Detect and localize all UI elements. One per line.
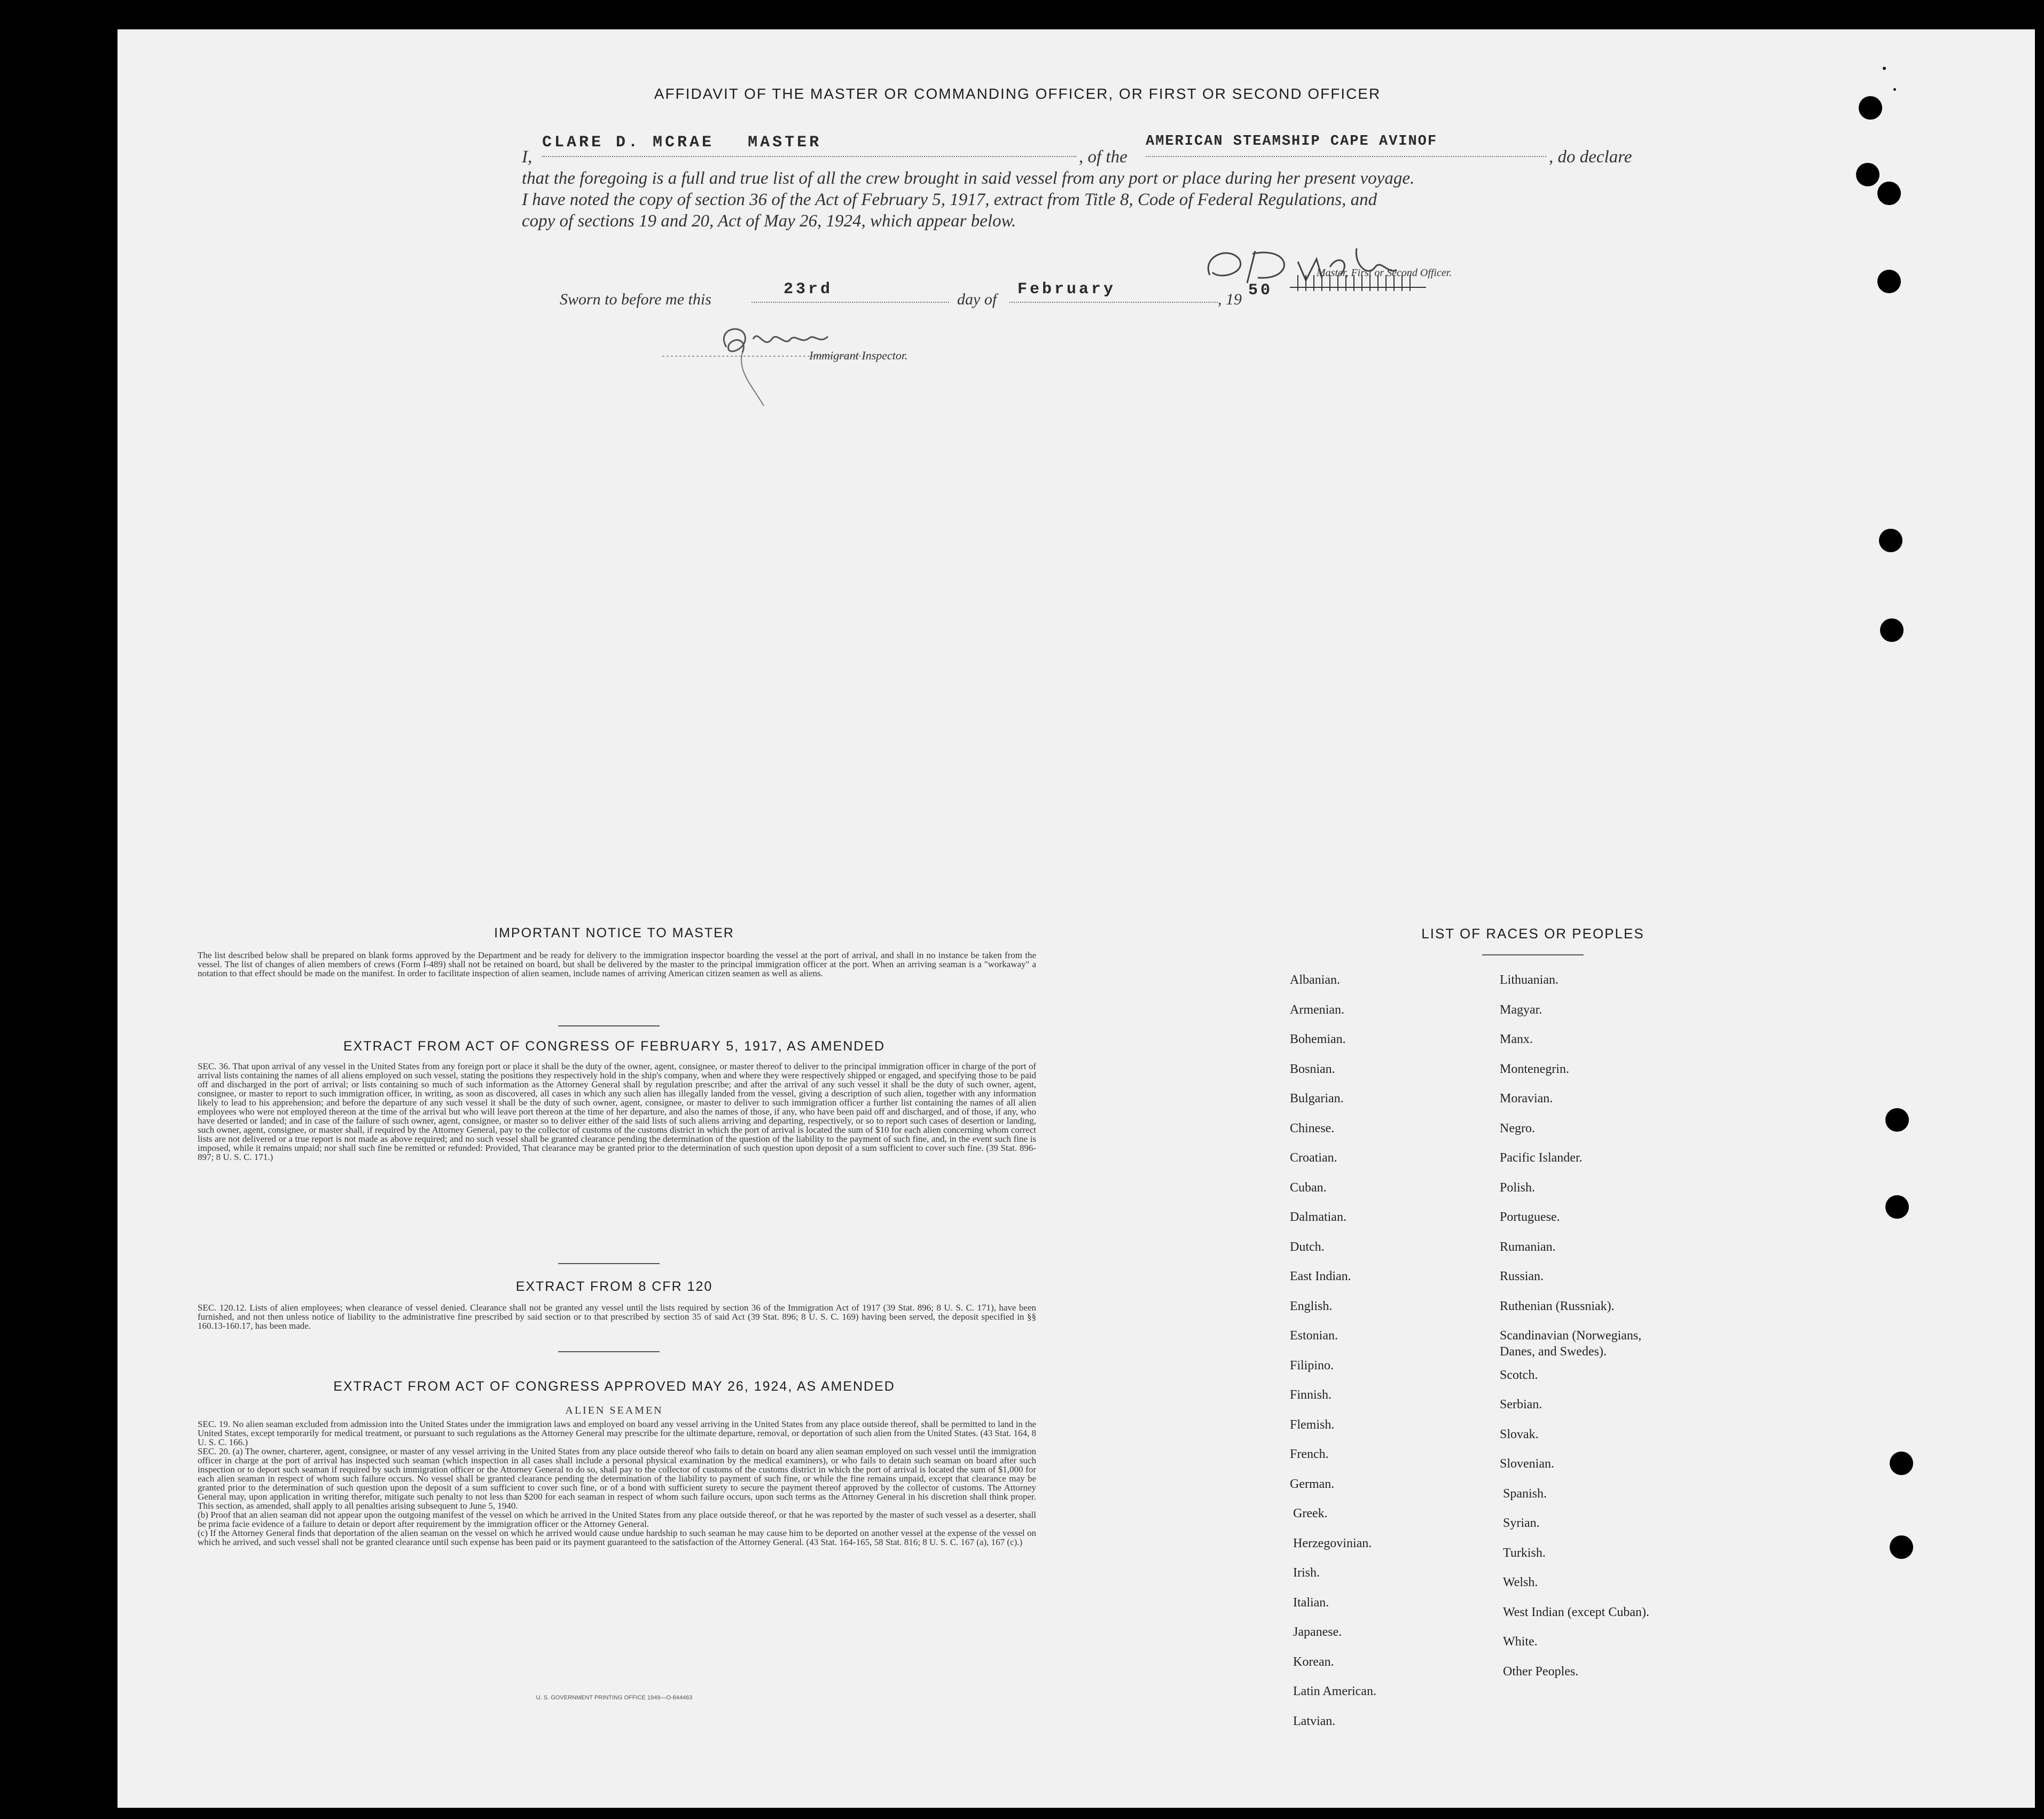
race-item: Negro.: [1500, 1121, 1535, 1135]
race-item: Armenian.: [1290, 1002, 1344, 1017]
extract-cfr-title: EXTRACT FROM 8 CFR 120: [515, 1279, 713, 1294]
do-declare-label: , do declare: [1549, 147, 1632, 167]
race-item: Syrian.: [1503, 1516, 1540, 1530]
race-item: Slovenian.: [1500, 1457, 1554, 1471]
race-item: Rumanian.: [1500, 1240, 1556, 1254]
extract-1917-title: EXTRACT FROM ACT OF CONGRESS OF FEBRUARY 5, 1917, AS AMENDED: [343, 1039, 886, 1054]
extract-1924-subtitle: ALIEN SEAMEN: [565, 1405, 663, 1416]
of-the-label: , of the: [1079, 147, 1127, 167]
race-item: Portuguese.: [1500, 1210, 1560, 1224]
punch-hole: [1877, 270, 1901, 293]
master-name: CLARE D. MCRAE: [542, 134, 715, 152]
race-item: Scotch.: [1500, 1368, 1538, 1382]
race-item: Welsh.: [1503, 1575, 1538, 1589]
punch-hole: [1856, 163, 1879, 186]
race-item: Pacific Islander.: [1500, 1151, 1583, 1165]
race-item: Filipino.: [1290, 1358, 1334, 1373]
punch-hole: [1885, 1195, 1909, 1219]
extract-1924-title: EXTRACT FROM ACT OF CONGRESS APPROVED MAY 26, 1924, AS AMENDED: [333, 1379, 895, 1394]
year-prefix: , 19: [1218, 291, 1242, 308]
race-item: Moravian.: [1500, 1092, 1553, 1105]
race-item: West Indian (except Cuban).: [1503, 1605, 1649, 1619]
master-rank: MASTER: [748, 134, 822, 152]
punch-hole: [1890, 1452, 1913, 1475]
race-item: Herzegovinian.: [1293, 1536, 1372, 1550]
notice-title: IMPORTANT NOTICE TO MASTER: [494, 926, 734, 940]
race-item: Bohemian.: [1290, 1032, 1346, 1046]
affidavit-line-4: copy of sections 19 and 20, Act of May 26, 1924, which appear below.: [522, 211, 1016, 231]
master-signature: [1196, 224, 1437, 294]
printer-footer: U. S. GOVERNMENT PRINTING OFFICE 1949—O-844463: [536, 1695, 693, 1701]
race-item: Bosnian.: [1290, 1062, 1335, 1076]
race-item: Albanian.: [1290, 973, 1340, 987]
punch-hole: [1885, 1108, 1909, 1132]
sworn-day: 23rd: [751, 280, 949, 303]
master-name-field: [542, 134, 1076, 157]
race-item: Turkish.: [1503, 1546, 1546, 1560]
race-item: Other Peoples.: [1503, 1664, 1579, 1679]
race-item: Montenegrin.: [1500, 1062, 1569, 1076]
race-item: French.: [1290, 1447, 1329, 1461]
punch-hole: [1879, 529, 1902, 552]
stray-mark: [1893, 88, 1896, 91]
race-item: Ruthenian (Russniak).: [1500, 1299, 1615, 1313]
race-item: Polish.: [1500, 1180, 1536, 1195]
race-item: East Indian.: [1290, 1269, 1351, 1283]
race-item: Lithuanian.: [1500, 973, 1559, 987]
race-item: Manx.: [1500, 1032, 1533, 1046]
punch-hole: [1877, 182, 1901, 205]
extract-1917-text: SEC. 36. That upon arrival of any vessel in the United States from any foreign port or place it shall be the duty of the owner, agent, consignee, or master thereof to deliver to the principal immigration officer in charge of the port of arrival lists containing the names of all aliens employed on such vessel, stating the positions they respectively hold in the ship's company, when and where they were respectively shipped or engaged, and specifying those to be paid off and discharged in the port of arrival; or lists containing so much of such information as the Attorney General shall by regulation prescribe; and after the arrival of any such vessel it shall be the duty of such owner, agent, consignee, or master to report to such immigration officer, in writing, as soon as discovered, all cases in which any such alien has illegally landed from the vessel, giving a description of such alien, together with any information likely to lead to his apprehension; and before the departure of any such vessel it shall be the duty of such owner, agent, consignee, or master to deliver to such immigration officer a further list containing the names of all alien employees who were not employed thereon at the time of the arrival but who will leave port thereon at the time of her departure, and also the names of those, if any, who have been paid off and discharged, and of those, if any, who have deserted or landed; and in case of the failure of such owner, agent, consignee, or master so to deliver either of the said lists of such aliens arriving and departing, respectively, or so to report such cases of desertion or landing, such owner, agent, consignee, or master shall, if required by the Attorney General, pay to the collector of customs of the customs district in which the port of arrival is located the sum of $10 for each alien concerning whom correct lists are not delivered or a true report is not made as above required; and no such vessel shall be granted clearance pending the determination of the question of the liability to the payment of such fine, and, in the event such fine is imposed, while it remains unpaid; nor shall such fine be remitted or refunded: Provided, That clearance may be granted prior to the determination of such question upon deposit of a sum sufficient to cover such fine. (39 Stat. 896-897; 8 U. S. C. 171.): [198, 1061, 1036, 1162]
punch-hole: [1859, 96, 1882, 120]
race-item: Scandinavian (Norwegians, Danes, and Swedes).: [1500, 1329, 1642, 1359]
divider: [558, 1351, 660, 1352]
extract-1924-text: SEC. 19. No alien seaman excluded from admission into the United States under the immigration laws and employed on board any vessel arriving in the United States from any place outside thereof, shall be permitted to land in the United States, except temporarily for medical treatment, or pursuant to such regulations as the Attorney General may prescribe for the ultimate departure, removal, or deportation of such alien from the United States. (43 Stat. 164, 8 U. S. C. 166.) SEC. 20. (a) The owner, charterer, agent, consignee, or master of any vessel arriving in the United States from any place outside thereof who fails to detain on board any alien seaman employed on such vessel until the immigration officer in charge at the port of arrival has inspected such seaman (which inspection in all cases shall include a personal physical examination by the medical examiners), or who fails to detain such seaman on board after such inspection or to deport such seaman if required by such immigration officer or the Attorney General to do so, shall pay to the collector of customs of the customs district in which the port of arrival is located the sum of $1,000 for each alien seaman in respect of whom such failure occurs. No vessel shall be granted clearance pending the determination of the liability to payment of such fine, or while the fine remains unpaid, except that clearance may be granted prior to the determination of such question upon the deposit of a sum sufficient to cover such fine, or of a bond with sufficient surety to secure the payment thereof approved by the collector of customs. The Attorney General may, upon application in writing therefor, mitigate such penalty to not less than $200 for each seaman in respect of whom such failure occurs, upon such terms as the Attorney General in his discretion shall think proper. This section, as amended, shall apply to all penalties arising subsequent to June 5, 1940. (b) Proof that an alien seaman did not appear upon the outgoing manifest of the vessel on which he arrived in the United States from any place outside thereof, or that he was reported by the master of such vessel as a deserter, shall be prima facie evidence of a failure to detain or deport after requirement by the immigration officer or the Attorney General. (c) If the Attorney General finds that deportation of the alien seaman on the vessel on which he arrived would cause undue hardship to such seaman he may cause him to be deported on another vessel at the expense of the vessel on which he arrived, and such vessel shall not be granted clearance until such expense has been paid or its payment guaranteed to the satisfaction of the Attorney General. (43 Stat. 164-165, 58 Stat. 816; 8 U. S. C. 167 (a), 167 (c).): [198, 1419, 1036, 1547]
divider: [1482, 954, 1584, 955]
inspector-caption: Immigrant Inspector.: [809, 349, 908, 362]
race-item: Dalmatian.: [1290, 1210, 1346, 1224]
race-item: Chinese.: [1290, 1121, 1335, 1135]
sworn-month: February: [1009, 280, 1218, 303]
race-item: Russian.: [1500, 1269, 1544, 1283]
race-item: Bulgarian.: [1290, 1092, 1344, 1105]
document-page: [118, 29, 2035, 1808]
day-of-label: day of: [957, 291, 997, 308]
stray-mark: [1883, 67, 1886, 70]
race-item: Latin American.: [1293, 1684, 1376, 1698]
vessel-name-field: AMERICAN STEAMSHIP CAPE AVINOF: [1146, 134, 1546, 157]
divider: [558, 1263, 660, 1264]
affidavit-prefix: I,: [522, 147, 532, 167]
race-item: Croatian.: [1290, 1151, 1337, 1165]
signature-caption: Master, First or Second Officer.: [1317, 267, 1452, 279]
race-item: Greek.: [1293, 1507, 1328, 1520]
race-item: Italian.: [1293, 1595, 1329, 1610]
race-item: Irish.: [1293, 1566, 1320, 1580]
punch-hole: [1890, 1535, 1913, 1559]
divider: [558, 1025, 660, 1026]
race-item: Latvian.: [1293, 1714, 1336, 1728]
race-item: Finnish.: [1290, 1388, 1332, 1402]
sworn-year: 50: [1248, 281, 1273, 300]
punch-hole: [1880, 618, 1904, 642]
race-item: Estonian.: [1290, 1329, 1338, 1343]
race-item: Spanish.: [1503, 1486, 1547, 1501]
sworn-prefix: Sworn to before me this: [560, 291, 711, 308]
race-item: German.: [1290, 1477, 1335, 1491]
race-item: Flemish.: [1290, 1417, 1335, 1432]
race-item: Slovak.: [1500, 1427, 1539, 1441]
affidavit-title: AFFIDAVIT OF THE MASTER OR COMMANDING OFFICER, OR FIRST OR SECOND OFFICER: [654, 85, 1381, 102]
notice-text: The list described below shall be prepared on blank forms approved by the Department and be ready for delivery to the immigration inspector boarding the vessel at the port of arrival, and shall in no instance be taken from the vessel. The list of changes of alien members of crews (Form I-489) shall not be retained on board, but shall be delivered by the master to the principal immigration officer at the port. When an arriving seaman is a "workaway" a notation to that effect should be made on the manifest. In order to facilitate inspection of alien seamen, include names of arriving American citizen seamen as well as aliens.: [198, 950, 1036, 978]
affidavit-line-2: that the foregoing is a full and true list of all the crew brought in said vessel from any port or place during her present voyage.: [522, 169, 1415, 188]
race-item: Dutch.: [1290, 1240, 1325, 1254]
extract-cfr-text: SEC. 120.12. Lists of alien employees; when clearance of vessel denied. Clearance shall not be granted any vessel until the lists required by section 36 of the Immigration Act of 1917 (39 Stat. 896; 8 U. S. C. 171), have been furnished, and not then unless notice of liability to the administrative fine prescribed by said section or to that prescribed by section 35 of said Act (39 Stat. 896; 8 U. S. C. 169) having been served, the deposit specified in §§ 160.13-160.17, has been made.: [198, 1303, 1036, 1331]
race-item: Korean.: [1293, 1655, 1334, 1669]
race-item: Serbian.: [1500, 1398, 1542, 1412]
races-title: LIST OF RACES OR PEOPLES: [1421, 926, 1644, 942]
race-item: White.: [1503, 1635, 1538, 1649]
affidavit-line-3: I have noted the copy of section 36 of the Act of February 5, 1917, extract from Title 8, Code of Federal Regulations, and: [522, 190, 1377, 209]
race-item: English.: [1290, 1299, 1333, 1313]
race-item: Cuban.: [1290, 1180, 1327, 1195]
race-item: Magyar.: [1500, 1002, 1542, 1017]
race-item: Japanese.: [1293, 1625, 1342, 1639]
